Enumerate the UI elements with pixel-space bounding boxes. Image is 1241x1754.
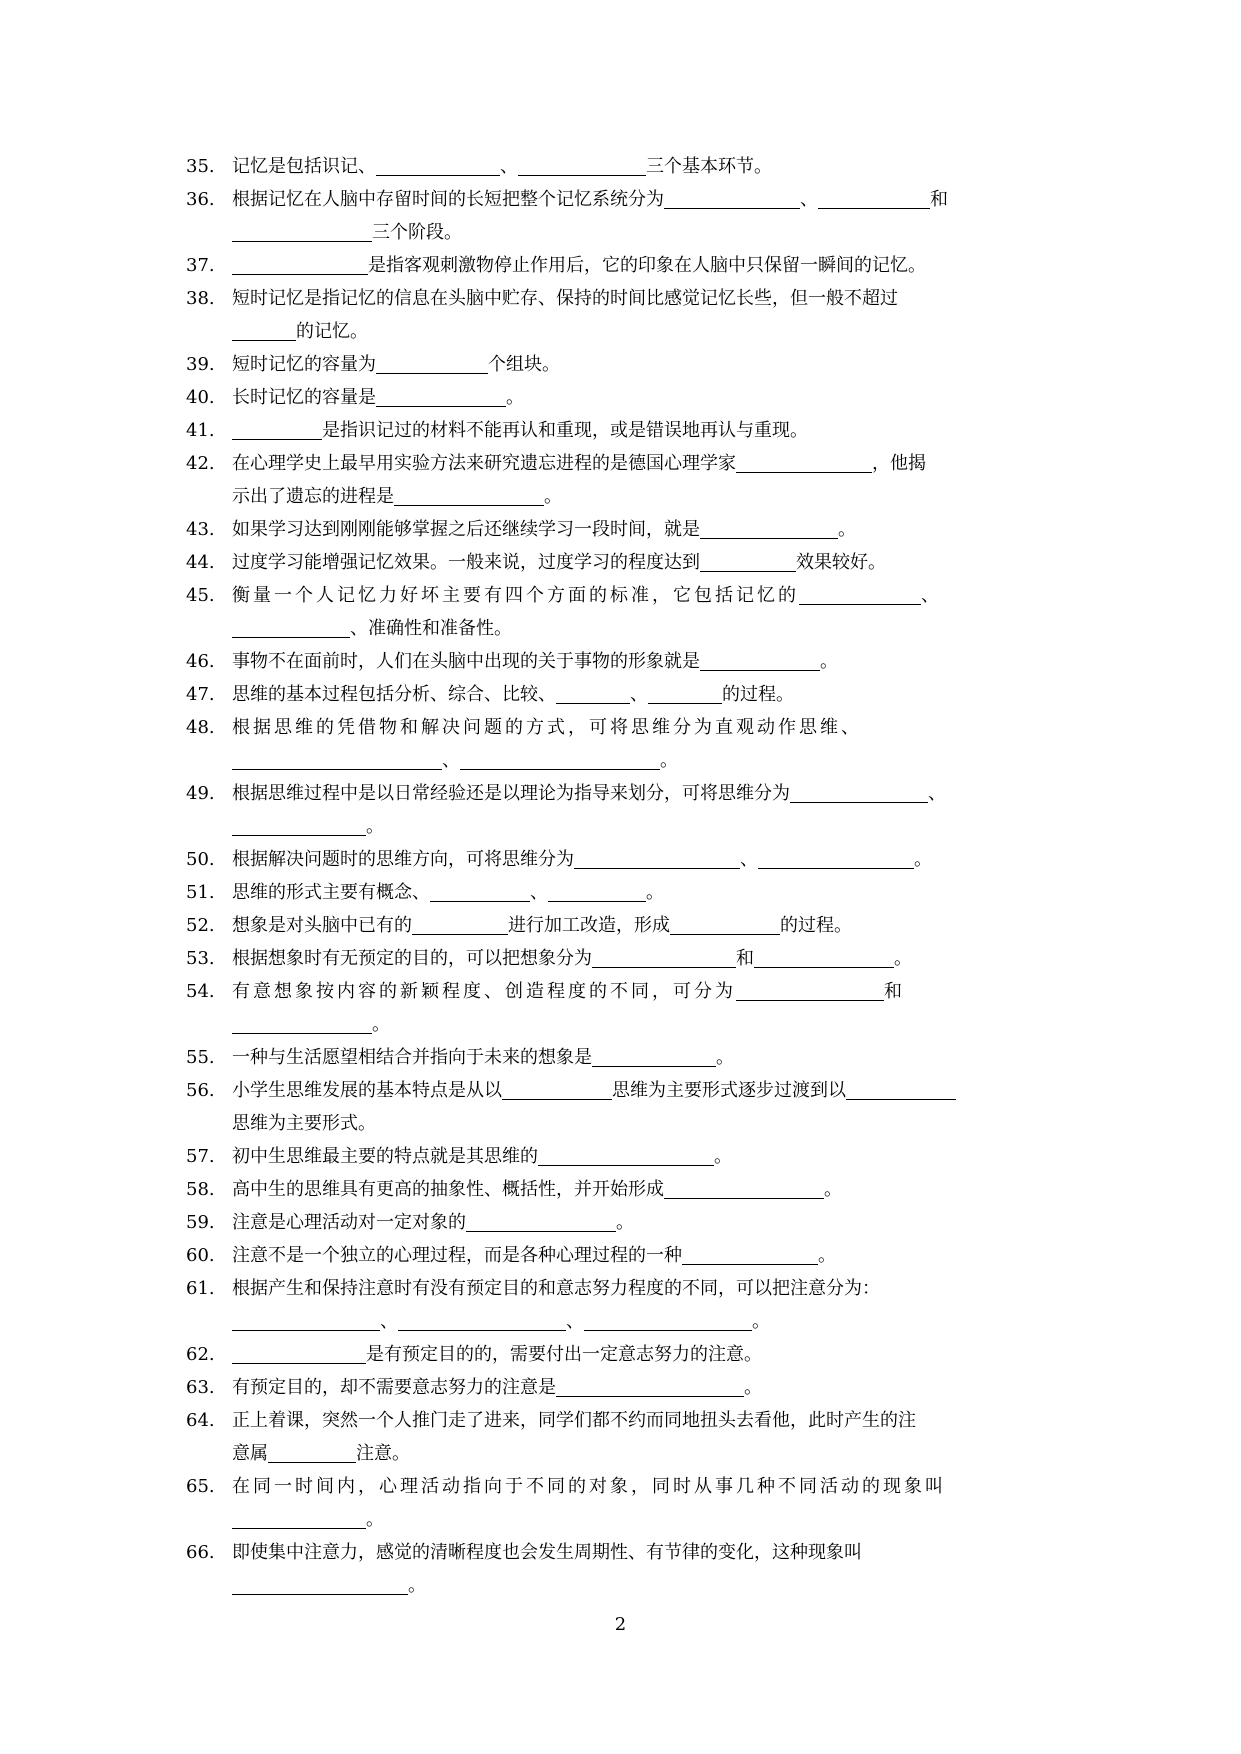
question-line [232, 1404, 1054, 1437]
question-number: 59. [186, 1212, 215, 1233]
question-line [232, 612, 1054, 645]
question-line [232, 1503, 1054, 1536]
question-item [186, 1041, 1054, 1074]
question-item [186, 579, 1054, 645]
question-text: 的过程。 [780, 915, 852, 936]
question-number: 45. [186, 585, 215, 606]
answer-blank [736, 450, 872, 473]
question-line [232, 1008, 1054, 1041]
question-line [232, 447, 1054, 480]
answer-blank [556, 1374, 744, 1397]
answer-blank [592, 1044, 716, 1067]
question-text: 三个阶段。 [372, 222, 462, 243]
question-line [232, 1074, 1054, 1107]
question-number: 35. [186, 156, 215, 177]
question-line [232, 975, 1054, 1008]
question-item [186, 645, 1054, 678]
question-line [232, 645, 1054, 678]
question-text: 。 [366, 1509, 384, 1530]
question-number: 48. [186, 717, 215, 738]
answer-blank [232, 1011, 372, 1034]
question-item [186, 1173, 1054, 1206]
question-item [186, 249, 1054, 282]
answer-blank [232, 252, 368, 275]
question-item [186, 1074, 1054, 1140]
question-text: ，他揭 [872, 453, 926, 474]
question-text: 是指客观刺激物停止作用后，它的印象在人脑中只保留一瞬间的记忆。 [368, 255, 926, 276]
question-number: 43. [186, 519, 215, 540]
question-line [232, 1140, 1054, 1173]
question-line [232, 1437, 1054, 1470]
answer-blank [846, 1077, 956, 1100]
question-text: 意属 [232, 1443, 268, 1464]
question-line [232, 249, 1054, 282]
question-text: 根据解决问题时的思维方向，可将思维分为 [232, 849, 574, 870]
question-item [186, 150, 1054, 183]
question-text: 过度学习能增强记忆效果。一般来说，过度学习的程度达到 [232, 552, 700, 573]
question-text: 、 [380, 1311, 398, 1332]
question-item [186, 348, 1054, 381]
answer-blank [412, 912, 508, 935]
question-text: 、 [500, 156, 518, 177]
question-text: 。 [894, 948, 912, 969]
question-number: 44. [186, 552, 215, 573]
question-line [232, 579, 1054, 612]
answer-blank [799, 582, 921, 605]
answer-blank [518, 153, 646, 176]
answer-blank [232, 417, 322, 440]
question-text: 初中生思维最主要的特点就是其思维的 [232, 1146, 538, 1167]
question-item [186, 975, 1054, 1041]
question-line [232, 1371, 1054, 1404]
answer-blank [398, 1308, 566, 1331]
question-text: 注意是心理活动对一定对象的 [232, 1212, 466, 1233]
answer-blank [664, 1176, 824, 1199]
question-text: 正上着课，突然一个人推门走了进来，同学们都不约而同地扭头去看他，此时产生的注 [232, 1410, 916, 1431]
question-text: 思维的形式主要有概念、 [232, 882, 430, 903]
question-line [232, 678, 1054, 711]
answer-blank [556, 681, 630, 704]
answer-blank [700, 549, 796, 572]
question-text: 。 [660, 750, 678, 771]
question-line [232, 546, 1054, 579]
question-text: 思维的基本过程包括分析、综合、比较、 [232, 684, 556, 705]
question-line [232, 480, 1054, 513]
answer-blank [232, 1506, 366, 1529]
answer-blank [430, 879, 530, 902]
answer-blank [664, 186, 800, 209]
question-text: 。 [838, 519, 856, 540]
question-text: 有意想象按内容的新颖程度、创造程度的不同，可分为 [232, 981, 736, 1002]
answer-blank [376, 351, 488, 374]
question-text: 根据思维的凭借物和解决问题的方式，可将思维分为直观动作思维、 [232, 717, 862, 738]
question-line [232, 843, 1054, 876]
question-text: 一种与生活愿望相结合并指向于未来的想象是 [232, 1047, 592, 1068]
answer-blank [268, 1440, 356, 1463]
question-text: 个组块。 [488, 354, 560, 375]
page-number: 2 [614, 1614, 627, 1635]
question-text: 、 [630, 684, 648, 705]
question-item [186, 1404, 1054, 1470]
question-text: 是指识记过的材料不能再认和重现，或是错误地再认与重现。 [322, 420, 808, 441]
question-item [186, 1371, 1054, 1404]
answer-blank [232, 747, 442, 770]
question-line [232, 348, 1054, 381]
question-text: 。 [744, 1377, 762, 1398]
question-text: 。 [408, 1575, 426, 1596]
question-line [232, 711, 1054, 744]
question-line [232, 909, 1054, 942]
question-text: 的过程。 [722, 684, 794, 705]
question-line [232, 513, 1054, 546]
question-text: 、 [928, 783, 946, 804]
question-line [232, 216, 1054, 249]
question-item [186, 513, 1054, 546]
question-text: 。 [366, 816, 384, 837]
question-text: 和 [930, 189, 948, 210]
question-text: 的记忆。 [296, 321, 368, 342]
question-text: 思维为主要形式逐步过渡到以 [612, 1080, 846, 1101]
answer-blank [232, 219, 372, 242]
question-line [232, 777, 1054, 810]
question-number: 54. [186, 981, 215, 1002]
question-item [186, 282, 1054, 348]
question-item [186, 546, 1054, 579]
question-number: 50. [186, 849, 215, 870]
question-line [232, 1272, 1054, 1305]
question-line [232, 876, 1054, 909]
answer-blank [232, 318, 296, 341]
question-line [232, 1305, 1054, 1338]
question-text: 、 [442, 750, 460, 771]
question-text: 根据想象时有无预定的目的，可以把想象分为 [232, 948, 592, 969]
question-text: 高中生的思维具有更高的抽象性、概括性，并开始形成 [232, 1179, 664, 1200]
question-number: 65. [186, 1476, 215, 1497]
question-line [232, 810, 1054, 843]
question-text: 。 [544, 486, 562, 507]
question-text: 是有预定目的的，需要付出一定意志努力的注意。 [366, 1344, 762, 1365]
question-text: 。 [752, 1311, 770, 1332]
question-number: 66. [186, 1542, 215, 1563]
question-line [232, 1041, 1054, 1074]
question-number: 61. [186, 1278, 215, 1299]
question-line [232, 1107, 1054, 1140]
question-line [232, 1536, 1054, 1569]
question-text: 。 [372, 1014, 390, 1035]
question-item [186, 183, 1054, 249]
question-text: 衡量一个人记忆力好坏主要有四个方面的标准，它包括记忆的 [232, 585, 799, 606]
question-text: 进行加工改造，形成 [508, 915, 670, 936]
question-number: 36. [186, 189, 215, 210]
question-number: 37. [186, 255, 215, 276]
question-text: 在心理学史上最早用实验方法来研究遗忘进程的是德国心理学家 [232, 453, 736, 474]
question-text: 、 [740, 849, 758, 870]
question-number: 56. [186, 1080, 215, 1101]
question-line [232, 183, 1054, 216]
answer-blank [584, 1308, 752, 1331]
question-line [232, 744, 1054, 777]
question-text: 根据思维过程中是以日常经验还是以理论为指导来划分，可将思维分为 [232, 783, 790, 804]
answer-blank [460, 747, 660, 770]
answer-blank [736, 978, 884, 1001]
question-number: 52. [186, 915, 215, 936]
answer-blank [538, 1143, 714, 1166]
question-line [232, 315, 1054, 348]
answer-blank [670, 912, 780, 935]
question-text: 。 [616, 1212, 634, 1233]
answer-blank [754, 945, 894, 968]
question-text: 小学生思维发展的基本特点是从以 [232, 1080, 502, 1101]
question-text: 。 [714, 1146, 732, 1167]
question-text: 、 [566, 1311, 584, 1332]
question-text: 示出了遗忘的进程是 [232, 486, 394, 507]
question-text: 注意。 [356, 1443, 410, 1464]
question-line [232, 1569, 1054, 1602]
question-text: 。 [820, 651, 838, 672]
question-text: 记忆是包括识记、 [232, 156, 376, 177]
question-number: 62. [186, 1344, 215, 1365]
question-item [186, 1338, 1054, 1371]
question-item [186, 1239, 1054, 1272]
question-item [186, 678, 1054, 711]
answer-blank [232, 813, 366, 836]
question-text: 根据产生和保持注意时有没有预定目的和意志努力程度的不同，可以把注意分为： [232, 1278, 880, 1299]
question-number: 46. [186, 651, 215, 672]
answer-blank [232, 1341, 366, 1364]
question-text: 长时记忆的容量是 [232, 387, 376, 408]
question-number: 58. [186, 1179, 215, 1200]
answer-blank [592, 945, 736, 968]
question-number: 60. [186, 1245, 215, 1266]
answer-blank [700, 516, 838, 539]
question-line [232, 282, 1054, 315]
question-number: 55. [186, 1047, 215, 1068]
question-line [232, 150, 1054, 183]
answer-blank [700, 648, 820, 671]
answer-blank [818, 186, 930, 209]
answer-blank [232, 1308, 380, 1331]
question-line [232, 1239, 1054, 1272]
question-text: 有预定目的，却不需要意志努力的注意是 [232, 1377, 556, 1398]
question-number: 64. [186, 1410, 215, 1431]
question-line [232, 381, 1054, 414]
question-text: 。 [646, 882, 664, 903]
question-text: 思维为主要形式。 [232, 1113, 376, 1134]
question-line [232, 942, 1054, 975]
question-number: 39. [186, 354, 215, 375]
question-text: 。 [716, 1047, 734, 1068]
question-item [186, 942, 1054, 975]
answer-blank [376, 153, 500, 176]
question-text: 。 [818, 1245, 836, 1266]
question-text: 在同一时间内，心理活动指向于不同的对象，同时从事几种不同活动的现象叫 [232, 1476, 946, 1497]
question-item [186, 1470, 1054, 1536]
question-text: 、 [800, 189, 818, 210]
question-text: 、准确性和准备性。 [350, 618, 512, 639]
question-text: 效果较好。 [796, 552, 886, 573]
question-number: 53. [186, 948, 215, 969]
question-item [186, 381, 1054, 414]
answer-blank [648, 681, 722, 704]
answer-blank [232, 615, 350, 638]
question-item [186, 1536, 1054, 1602]
question-item [186, 711, 1054, 777]
question-text: 。 [506, 387, 524, 408]
question-number: 51. [186, 882, 215, 903]
question-text: 短时记忆的容量为 [232, 354, 376, 375]
question-item [186, 414, 1054, 447]
question-number: 63. [186, 1377, 215, 1398]
question-item [186, 909, 1054, 942]
question-line [232, 1338, 1054, 1371]
question-number: 40. [186, 387, 215, 408]
answer-blank [232, 1572, 408, 1595]
question-number: 41. [186, 420, 215, 441]
question-list [186, 150, 1054, 1602]
question-text: 、 [530, 882, 548, 903]
answer-blank [758, 846, 914, 869]
question-text: 注意不是一个独立的心理过程，而是各种心理过程的一种 [232, 1245, 682, 1266]
question-item [186, 1206, 1054, 1239]
question-line [232, 414, 1054, 447]
question-text: 短时记忆是指记忆的信息在头脑中贮存、保持的时间比感觉记忆长些，但一般不超过 [232, 288, 898, 309]
question-number: 47. [186, 684, 215, 705]
question-item [186, 1272, 1054, 1338]
question-text: 三个基本环节。 [646, 156, 772, 177]
question-number: 38. [186, 288, 215, 309]
question-text: 事物不在面前时，人们在头脑中出现的关于事物的形象就是 [232, 651, 700, 672]
answer-blank [682, 1242, 818, 1265]
question-item [186, 876, 1054, 909]
question-item [186, 1140, 1054, 1173]
question-text: 如果学习达到刚刚能够掌握之后还继续学习一段时间，就是 [232, 519, 700, 540]
question-number: 57. [186, 1146, 215, 1167]
question-number: 49. [186, 783, 215, 804]
answer-blank [790, 780, 928, 803]
question-text: 和 [736, 948, 754, 969]
answer-blank [376, 384, 506, 407]
question-line [232, 1206, 1054, 1239]
question-text: 。 [824, 1179, 842, 1200]
question-line [232, 1470, 1054, 1503]
answer-blank [574, 846, 740, 869]
answer-blank [502, 1077, 612, 1100]
answer-blank [394, 483, 544, 506]
question-item [186, 843, 1054, 876]
answer-blank [548, 879, 646, 902]
question-text: 和 [884, 981, 905, 1002]
question-text: 根据记忆在人脑中存留时间的长短把整个记忆系统分为 [232, 189, 664, 210]
question-item [186, 777, 1054, 843]
question-item [186, 447, 1054, 513]
question-text: 即使集中注意力，感觉的清晰程度也会发生周期性、有节律的变化，这种现象叫 [232, 1542, 862, 1563]
question-line [232, 1173, 1054, 1206]
question-text: 。 [914, 849, 932, 870]
question-number: 42. [186, 453, 215, 474]
question-text: 、 [921, 585, 942, 606]
question-text: 想象是对头脑中已有的 [232, 915, 412, 936]
answer-blank [466, 1209, 616, 1232]
